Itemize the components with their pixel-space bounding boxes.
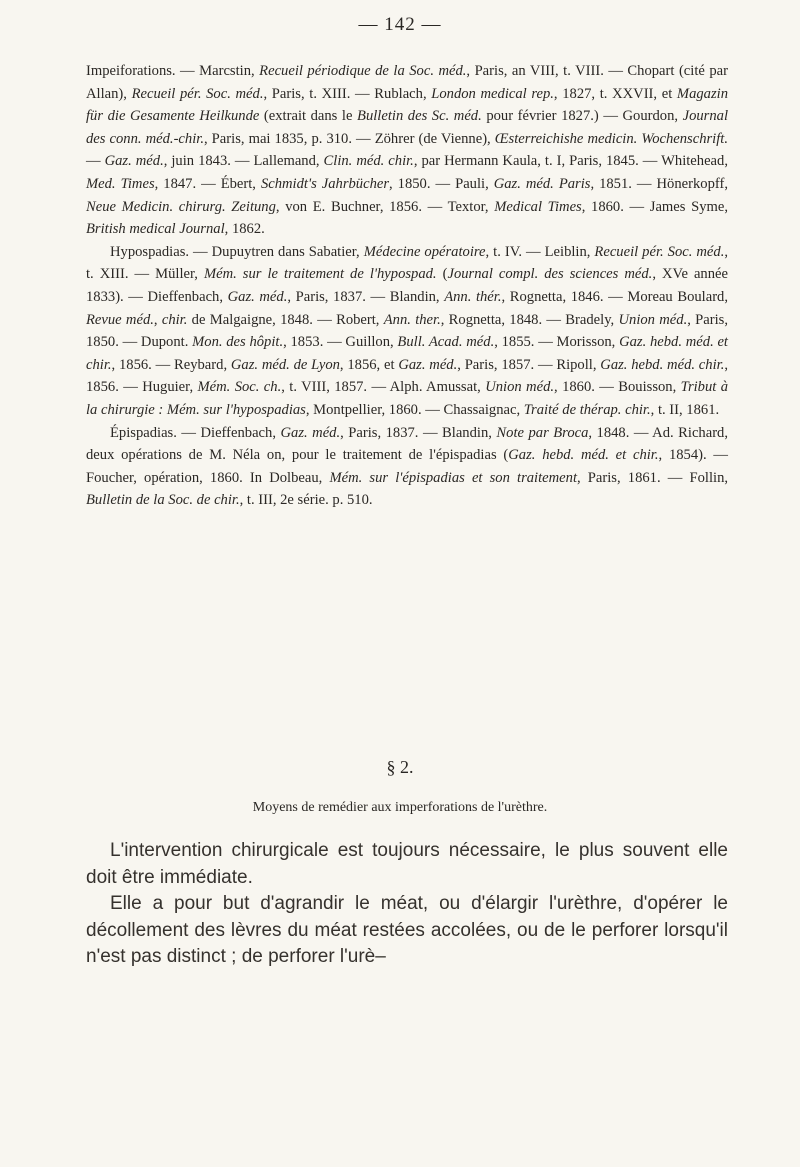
citation-title: Clin. méd. chir. — [323, 153, 414, 170]
note-text: Hypospadias. — Dupuytren dans Sabatier, — [110, 243, 364, 260]
note-text: , 1862. — [224, 221, 265, 238]
citation-title: Gaz. méd. — [280, 424, 341, 441]
note-hypospadias — [86, 241, 728, 422]
citation-title: Gaz. hebd. méd. et chir. — [86, 334, 728, 373]
note-text: , 1860. — James Syme, — [581, 198, 728, 215]
citation-title: Traité de thérap. chir. — [523, 401, 651, 418]
note-imperforations — [86, 60, 728, 241]
note-text: , 1860. — Bouisson, — [554, 379, 681, 396]
note-text: , Paris, t. XIII. — Rublach, — [263, 85, 432, 102]
note-text: Impeiforations. — Marcstin, — [86, 63, 260, 79]
note-text: , 1847. — Ébert, — [154, 175, 261, 192]
note-text: , 1856. — Huguier, — [86, 356, 728, 396]
citation-title: Journal des conn. méd.-chir. — [86, 108, 728, 147]
citation-title: Gaz. hebd. méd. et chir. — [508, 447, 659, 464]
citation-title: Med. Times — [86, 175, 155, 192]
citation-title: Gaz. méd. — [398, 356, 458, 373]
note-text: , 1827, t. XXVII, et — [553, 85, 677, 102]
note-text: — — [86, 153, 105, 170]
note-text: , juin 1843. — Lallemand, — [163, 153, 324, 170]
note-text: , Rognetta, 1846. — Moreau Boulard, — [501, 288, 729, 305]
note-text: , Montpellier, 1860. — Chassaignac, — [305, 401, 524, 418]
note-text: , t. IV. — Leiblin, — [485, 243, 595, 260]
citation-title: Tribut à la chirurgie : Mém. sur l'hypospadias — [86, 379, 729, 418]
citation-title: Médecine opératoire — [363, 243, 486, 260]
note-epispadias — [86, 422, 728, 512]
note-text: (extrait dans le — [259, 108, 358, 125]
note-text: pour février 1827.) — Gourdon, — [481, 108, 683, 125]
citation-title: Union méd. — [485, 379, 555, 396]
note-text: , Paris, 1837. — Blandin, — [287, 288, 445, 305]
note-text: , t. VIII, 1857. — Alph. Amussat, — [281, 379, 486, 396]
citation-title: Mém. Soc. ch. — [197, 379, 282, 396]
note-text: , — [153, 311, 162, 328]
body-paragraph: L'intervention chirurgicale est toujours nécessaire, le plus souvent elle doit être immédiate. — [86, 840, 728, 888]
citation-title: Bulletin de la Soc. de chir. — [86, 492, 240, 509]
note-text: , 1856, et — [339, 356, 399, 373]
citation-title: Recueil pér. Soc. méd. — [594, 243, 725, 260]
citation-title: Journal compl. des sciences méd. — [447, 266, 653, 283]
note-text: , XVe année 1833). — Dieffenbach, — [86, 266, 728, 305]
note-text: , 1853. — Guillon, — [283, 334, 398, 351]
note-text: , 1850. — Pauli, — [389, 175, 494, 192]
bibliography-notes — [86, 60, 728, 512]
citation-title: Gaz. méd. de Lyon — [230, 356, 340, 373]
citation-title: Ann. ther. — [383, 311, 441, 328]
citation-title: Recueil pér. Soc. méd. — [131, 85, 264, 102]
citation-title: Union méd. — [618, 311, 688, 328]
note-text: , 1848. — Ad. Richard, deux opérations de M. Néla on, pour le traitement de l'épispadias ( — [86, 424, 728, 464]
note-text: , 1855. — Morisson, — [494, 334, 620, 351]
citation-title: chir. — [161, 311, 188, 328]
citation-title: London medical rep. — [431, 85, 554, 102]
citation-title: Magazin für die Gesamente Heilkunde — [86, 85, 728, 125]
citation-title: Medical Times — [494, 198, 582, 215]
citation-title: Gaz. hebd. méd. chir. — [600, 356, 725, 373]
citation-title: Mém. sur l'épispadias et son traitement — [329, 469, 578, 486]
citation-title: Gaz. méd. — [104, 153, 164, 170]
note-text: , 1856. — Reybard, — [111, 356, 231, 373]
section-number: § 2. — [386, 757, 414, 777]
citation-title: Note par Broca — [496, 424, 589, 441]
citation-title: Neue Medicin. chirurg. Zeitung — [86, 198, 276, 215]
citation-title: Gaz. méd. Paris — [493, 175, 591, 192]
citation-title: Bull. Acad. méd. — [397, 334, 495, 351]
citation-title: Œsterreichishe medicin. Wochenschrift. — [494, 130, 728, 147]
citation-title: Schmidt's Jahrbücher — [260, 175, 390, 192]
main-text — [86, 838, 728, 971]
note-text: de Malgaigne, 1848. — Robert, — [187, 311, 384, 328]
note-text: , 1851. — Hönerkopff, — [590, 175, 728, 192]
note-text: ( — [436, 266, 448, 283]
citation-title: Mém. sur le traitement de l'hypospad. — [203, 266, 437, 283]
citation-title: Mon. des hôpit. — [192, 334, 284, 351]
note-text: , t. XIII. — Müller, — [86, 243, 729, 283]
note-text: , 1854). — Foucher, opération, 1860. In Dolbeau, — [86, 447, 728, 486]
note-text: , von E. Buchner, 1856. — Textor, — [275, 198, 495, 215]
body-paragraph: Elle a pour but d'agrandir le méat, ou d'élargir l'urèthre, d'opérer le décollement des lèvres du méat restées accolées, ou de le perforer lorsqu'il n'est pas distinct ; de perforer l'urè– — [86, 893, 728, 967]
citation-title: Bulletin des Sc. méd. — [357, 108, 482, 125]
note-text: , Paris, 1861. — Follin, — [577, 469, 729, 486]
note-text: , t. III, 2e série. p. 510. — [239, 492, 373, 509]
note-text: , par Hermann Kaula, t. I, Paris, 1845. — Whitehead, — [413, 153, 728, 170]
note-text: , t. II, 1861. — [650, 401, 720, 418]
citation-title: Recueil périodique de la Soc. méd. — [259, 63, 467, 79]
citation-title: Ann. thér. — [444, 288, 502, 305]
note-text: , Paris, 1837. — Blandin, — [340, 424, 497, 441]
section-title: Moyens de remédier aux imperforations de l'urèthre. — [252, 800, 548, 815]
citation-title: British medical Journal — [86, 221, 225, 238]
note-text: , Paris, 1850. — Dupont. — [86, 311, 728, 351]
note-text: , Rognetta, 1848. — Bradely, — [440, 311, 619, 328]
page-number: — 142 — — [358, 14, 442, 35]
note-text: , Paris, an VIII, t. VIII. — Chopart (cité par Allan), — [86, 63, 728, 102]
note-text: , Paris, 1857. — Ripoll, — [457, 356, 601, 373]
note-text: Épispadias. — Dieffenbach, — [110, 424, 281, 441]
citation-title: Gaz. méd. — [227, 288, 288, 305]
note-text: , Paris, mai 1835, p. 310. — Zöhrer (de Vienne), — [203, 130, 495, 147]
citation-title: Revue méd. — [86, 311, 154, 328]
